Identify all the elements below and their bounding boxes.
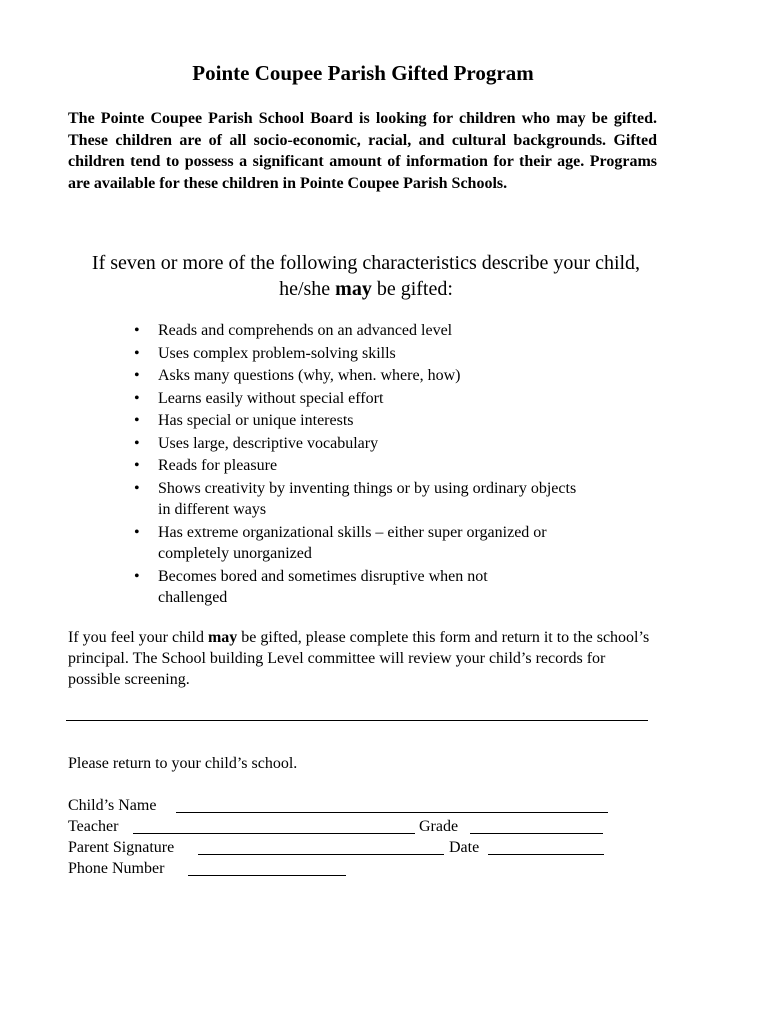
teacher-field[interactable]	[133, 833, 415, 834]
list-item: • Becomes bored and sometimes disruptive when not challenged	[132, 566, 548, 609]
child-name-field[interactable]	[176, 812, 608, 813]
lead-line-2	[20, 276, 712, 302]
list-item: • Reads for pleasure	[132, 455, 612, 477]
intro-paragraph: The Pointe Coupee Parish School Board is looking for children who may be gifted. These children are of all socio-economic, racial, and cultural backgrounds. Gifted children tend to possess a significant amount of information for their age. Programs are available for these children in Pointe Coupee Parish Schools.	[68, 110, 657, 192]
child-name-label: Child’s Name	[68, 797, 157, 814]
closing-emphasis: may	[207, 629, 238, 646]
grade-label: Grade	[419, 818, 459, 835]
lead-statement	[20, 250, 712, 302]
teacher-label: Teacher	[68, 818, 119, 835]
lead-line-2-after: be gifted:	[371, 278, 453, 300]
lead-line-2-before: he/she	[279, 278, 336, 300]
list-item: • Uses large, descriptive vocabulary	[132, 433, 612, 455]
section-divider	[66, 720, 648, 721]
closing-after: be gifted, please complete this form and return it to the school’s principal. The School building Level committee will review your child’s records for possible screening.	[68, 629, 650, 688]
parent-signature-field[interactable]	[198, 854, 444, 855]
phone-number-field[interactable]	[188, 875, 346, 876]
closing-before: If you feel your child	[68, 629, 208, 646]
date-field[interactable]	[488, 854, 604, 855]
characteristics-list	[132, 320, 612, 610]
list-item: • Has extreme organizational skills – either super organized or completely unorganized	[132, 522, 598, 565]
page-title: Pointe Coupee Parish Gifted Program	[192, 61, 534, 85]
lead-line-2-emphasis: may	[335, 278, 372, 300]
list-item: • Uses complex problem-solving skills	[132, 343, 612, 365]
grade-field[interactable]	[470, 833, 603, 834]
phone-number-label: Phone Number	[68, 860, 165, 877]
lead-line-1: If seven or more of the following characteristics describe your child,	[91, 252, 641, 274]
parent-signature-label: Parent Signature	[68, 839, 175, 856]
list-item: • Learns easily without special effort	[132, 388, 612, 410]
list-item: • Reads and comprehends on an advanced level	[132, 320, 612, 342]
list-item: • Asks many questions (why, when. where, how)	[132, 365, 612, 387]
list-item: • Shows creativity by inventing things or by using ordinary objects in different ways	[132, 478, 588, 521]
closing-paragraph	[68, 627, 658, 690]
return-note: Please return to your child’s school.	[68, 755, 298, 772]
list-item: • Has special or unique interests	[132, 410, 612, 432]
date-label: Date	[449, 839, 480, 856]
